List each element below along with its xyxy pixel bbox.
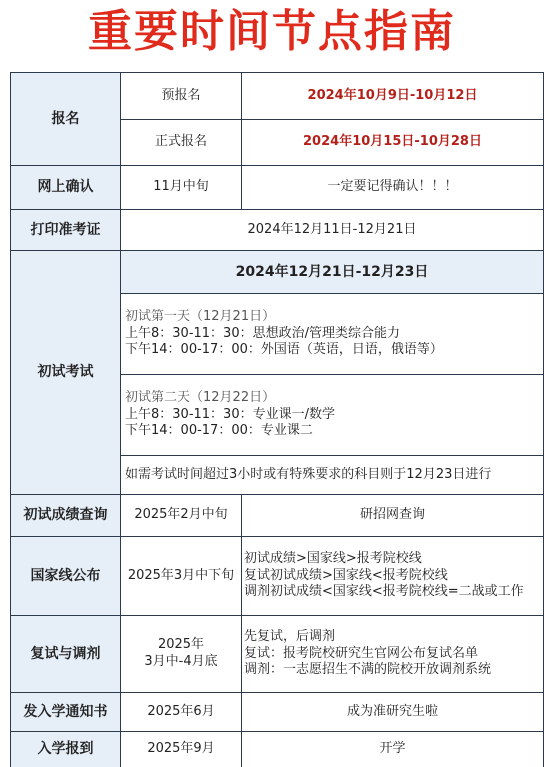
ticket-label: 打印准考证 — [10, 209, 121, 251]
exam-day1 — [120, 293, 544, 375]
retest-lines — [241, 615, 544, 693]
retest-line: 先复试，后调剂 — [244, 628, 336, 644]
signup-label: 报名 — [10, 72, 121, 166]
enroll-note: 开学 — [241, 731, 544, 767]
exam-date: 2024年12月21日-12月23日 — [120, 250, 544, 294]
national-line: 复试初试成绩>国家线<报考院校线 — [244, 567, 448, 583]
retest-line: 复试：报考院校研究生官网公布复试名单 — [244, 645, 479, 661]
exam-day2-afternoon: 下午14：00-17：00：专业课二 — [125, 423, 313, 439]
exam-day1-morning: 上午8：30-11：30：思想政治/管理类综合能力 — [125, 325, 400, 341]
score-note: 研招网查询 — [241, 494, 544, 537]
confirm-time: 11月中旬 — [120, 165, 242, 210]
notice-note: 成为准研究生啦 — [241, 692, 544, 732]
confirm-label: 网上确认 — [10, 165, 121, 210]
formal-signup-date: 2024年10月15日-10月28日 — [241, 119, 544, 166]
exam-day2-title: 初试第二天（12月22日） — [125, 389, 276, 405]
enroll-label: 入学报到 — [10, 731, 121, 767]
pre-signup-label: 预报名 — [120, 72, 242, 120]
exam-day2 — [120, 374, 544, 456]
exam-label: 初试考试 — [10, 250, 121, 495]
ticket-date: 2024年12月11日-12月21日 — [120, 209, 544, 251]
notice-time: 2025年6月 — [120, 692, 242, 732]
national-line: 初试成绩>国家线>报考院校线 — [244, 550, 422, 566]
retest-label: 复试与调剂 — [10, 615, 121, 693]
retest-time-year: 2025年 — [157, 637, 205, 653]
score-time: 2025年2月中旬 — [120, 494, 242, 537]
exam-day1-afternoon: 下午14：00-17：00：外国语（英语，日语，俄语等） — [125, 342, 443, 358]
page-title: 重要时间节点指南 — [88, 6, 456, 57]
retest-time-range: 3月中-4月底 — [144, 654, 218, 669]
enroll-time: 2025年9月 — [120, 731, 242, 767]
formal-signup-label: 正式报名 — [120, 119, 242, 166]
notice-label: 发入学通知书 — [10, 692, 121, 732]
national-lines — [241, 536, 544, 616]
score-label: 初试成绩查询 — [10, 494, 121, 537]
pre-signup-date: 2024年10月9日-10月12日 — [241, 72, 544, 120]
timeline-table — [10, 72, 544, 767]
exam-day2-morning: 上午8：30-11：30：专业课一/数学 — [125, 406, 335, 422]
confirm-note: 一定要记得确认！！！ — [241, 165, 544, 210]
retest-line: 调剂：一志愿招生不满的院校开放调剂系统 — [244, 662, 492, 678]
exam-day1-title: 初试第一天（12月21日） — [125, 308, 276, 324]
retest-time — [120, 615, 242, 693]
national-time: 2025年3月中下旬 — [120, 536, 242, 616]
exam-note: 如需考试时间超过3小时或有特殊要求的科目则于12月23日进行 — [120, 455, 544, 495]
national-label: 国家线公布 — [10, 536, 121, 616]
national-line: 调剂初试成绩<国家线<报考院校线=二战或工作 — [244, 584, 524, 600]
page-title-wrap — [0, 0, 544, 64]
